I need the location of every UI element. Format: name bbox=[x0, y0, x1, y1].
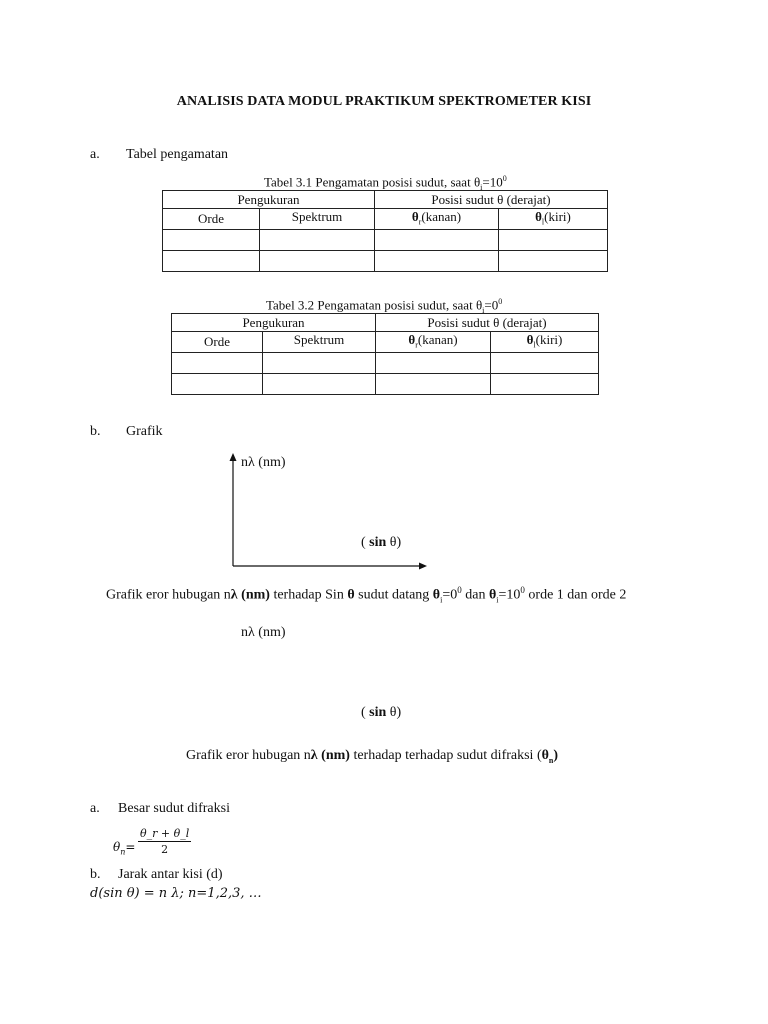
theta-symbol: θ bbox=[535, 209, 542, 224]
table1-col-right bbox=[375, 209, 499, 230]
table1 bbox=[162, 190, 608, 272]
formula-b-expression: d(sin θ) = n λ; n=1,2,3, … bbox=[90, 886, 262, 901]
fraction-denominator: 2 bbox=[161, 843, 169, 856]
table-cell bbox=[260, 251, 375, 272]
table2-caption-sub: i bbox=[482, 305, 485, 315]
table-row bbox=[172, 332, 599, 353]
table2-col-orde: Orde bbox=[172, 332, 263, 353]
table-cell bbox=[491, 353, 599, 374]
table2-caption-eq: =0 bbox=[484, 297, 499, 313]
graph1-x-label bbox=[361, 535, 401, 551]
table2 bbox=[171, 313, 599, 395]
table1-col-spectrum: Spektrum bbox=[260, 209, 375, 230]
caption-text: terhadap terhadap sudut difraksi ( bbox=[349, 748, 542, 763]
caption-text: terhadap Sin bbox=[269, 587, 348, 603]
table2-header-measurement: Pengukuran bbox=[172, 314, 376, 332]
table-cell bbox=[172, 374, 263, 395]
caption-bold: λ (nm) bbox=[230, 587, 270, 603]
table-cell bbox=[172, 353, 263, 374]
theta-symbol: θ bbox=[541, 748, 549, 763]
graph2-x-label bbox=[361, 705, 401, 721]
table1-caption-text: Tabel 3.1 Pengamatan posisi sudut, saat θ bbox=[264, 174, 481, 190]
x-label-sin: sin bbox=[369, 705, 387, 720]
graph1-x-arrow bbox=[419, 563, 427, 570]
section-a-label: Tabel pengamatan bbox=[126, 147, 229, 162]
theta-sub: i bbox=[496, 595, 499, 605]
section-b-label: Grafik bbox=[126, 424, 163, 439]
theta-symbol: θ bbox=[432, 587, 441, 603]
table2-header-angle: Posisi sudut θ (derajat) bbox=[376, 314, 599, 332]
table-cell bbox=[375, 230, 499, 251]
section-a-marker: a. bbox=[90, 147, 100, 162]
table-cell bbox=[375, 251, 499, 272]
formula-a-label: Besar sudut difraksi bbox=[118, 801, 230, 816]
table-cell bbox=[263, 374, 376, 395]
table1-header-measurement: Pengukuran bbox=[163, 191, 375, 209]
col-left-text: (kiri) bbox=[535, 332, 563, 347]
section-b-marker: b. bbox=[90, 424, 101, 439]
table-row bbox=[172, 314, 599, 332]
theta-sub: l bbox=[541, 217, 545, 227]
caption-text: orde 1 dan orde 2 bbox=[524, 587, 627, 603]
table1-header-angle: Posisi sudut θ (derajat) bbox=[375, 191, 608, 209]
formula-a-fraction bbox=[138, 827, 191, 856]
table-cell bbox=[499, 251, 608, 272]
theta-symbol: θ bbox=[113, 840, 121, 854]
theta-sub: l bbox=[533, 340, 536, 350]
caption-text: Grafik eror hubugan n bbox=[106, 587, 231, 603]
table-cell bbox=[163, 230, 260, 251]
caption-text: Grafik eror hubugan n bbox=[186, 748, 311, 763]
graph2-y-label: nλ (nm) bbox=[241, 625, 286, 640]
graph2-caption bbox=[186, 748, 558, 765]
x-label-open: ( bbox=[361, 705, 370, 720]
table2-caption-text: Tabel 3.2 Pengamatan posisi sudut, saat θ bbox=[266, 297, 483, 313]
formula-b-marker: b. bbox=[90, 867, 101, 882]
table2-caption-sup: 0 bbox=[498, 297, 503, 306]
page-title: ANALISIS DATA MODUL PRAKTIKUM SPEKTROMETER KISI bbox=[176, 94, 592, 109]
table2-col-right bbox=[376, 332, 491, 353]
table2-col-left bbox=[491, 332, 599, 353]
table-row bbox=[172, 374, 599, 395]
theta-sub: n bbox=[120, 847, 126, 857]
x-label-close: θ) bbox=[386, 535, 402, 550]
equals-sign: = bbox=[125, 840, 136, 854]
x-label-close: θ) bbox=[386, 705, 402, 720]
table1-col-orde: Orde bbox=[163, 209, 260, 230]
theta-symbol: θ bbox=[411, 209, 419, 224]
caption-bold: λ (nm) bbox=[310, 748, 350, 763]
table1-caption-sup: 0 bbox=[502, 174, 507, 183]
theta-sub: r bbox=[415, 340, 418, 350]
col-right-text: (kanan) bbox=[421, 209, 462, 224]
col-right-text: (kanan) bbox=[417, 332, 458, 347]
caption-text: =0 bbox=[442, 587, 458, 603]
table1-caption-sub: i bbox=[480, 182, 483, 192]
theta-sub: i bbox=[440, 595, 443, 605]
x-label-sin: sin bbox=[369, 535, 387, 550]
theta-symbol: θ bbox=[526, 332, 534, 347]
theta-symbol: θ bbox=[347, 587, 355, 603]
table1-caption-eq: =10 bbox=[482, 174, 503, 190]
caption-text: dan bbox=[461, 587, 489, 603]
caption-text: sudut datang bbox=[354, 587, 433, 603]
table1-col-left bbox=[499, 209, 608, 230]
formula-a-lhs bbox=[113, 840, 135, 856]
table-cell bbox=[163, 251, 260, 272]
table-row bbox=[172, 353, 599, 374]
caption-text: ) bbox=[553, 748, 559, 763]
theta-sub: n bbox=[548, 755, 554, 765]
table2-col-spectrum: Spektrum bbox=[263, 332, 376, 353]
col-left-text: (kiri) bbox=[544, 209, 571, 224]
theta-symbol: θ bbox=[408, 332, 416, 347]
theta-symbol: θ bbox=[488, 587, 497, 603]
table-row bbox=[163, 230, 608, 251]
table-cell bbox=[499, 230, 608, 251]
table-cell bbox=[260, 230, 375, 251]
table-row bbox=[163, 191, 608, 209]
graph1-caption bbox=[106, 585, 626, 604]
formula-a-marker: a. bbox=[90, 801, 100, 816]
formula-b-label: Jarak antar kisi (d) bbox=[118, 867, 223, 882]
table-cell bbox=[376, 353, 491, 374]
theta-sub: r bbox=[418, 217, 422, 227]
table-row bbox=[163, 209, 608, 230]
graph1-y-label: nλ (nm) bbox=[241, 455, 286, 470]
fraction-numerator: θ_r + θ_l bbox=[140, 827, 190, 840]
graph1-y-arrow bbox=[230, 453, 237, 461]
caption-sup: 0 bbox=[457, 585, 462, 595]
table-cell bbox=[263, 353, 376, 374]
table-row bbox=[163, 251, 608, 272]
caption-sup: 0 bbox=[520, 585, 525, 595]
x-label-open: ( bbox=[361, 535, 370, 550]
table-cell bbox=[491, 374, 599, 395]
table-cell bbox=[376, 374, 491, 395]
caption-text: =10 bbox=[498, 587, 521, 603]
